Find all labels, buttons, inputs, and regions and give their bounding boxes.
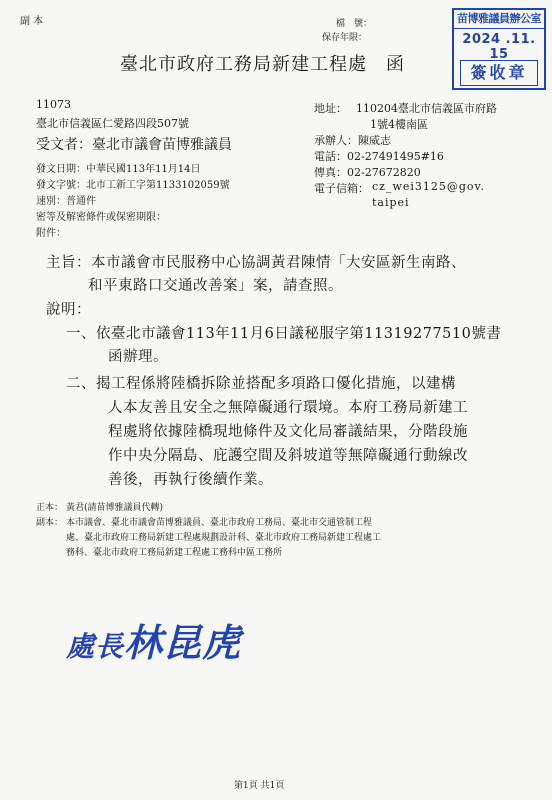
contact-person: 承辦人：陳威志 (314, 134, 391, 147)
document-number: 發文字號：北市工新工字第1133102059號 (36, 180, 230, 191)
subject-line2: 和平東路口交通改善案」案，請查照。 (88, 278, 343, 294)
retention-label: 保存年限： (322, 33, 368, 43)
explanation-item2-line1: 二、揭工程係將陸橋拆除並搭配多項路口優化措施，以建構 (66, 376, 456, 392)
explanation-item2-line5: 善後，再執行後續作業。 (108, 472, 273, 488)
postal-code: 11073 (36, 98, 71, 111)
copy-recipients-line2: 處、臺北市政府工務局新建工程處規劃設計科、臺北市政府工務局新建工程處工 (66, 533, 382, 543)
delivery-speed: 速別：普通件 (36, 196, 96, 207)
director-signature (66, 612, 241, 667)
explanation-item1-line1: 一、依臺北市議會113年11月6日議秘服字第11319277510號書 (66, 326, 502, 342)
fax-number: 傳真：02-27672820 (314, 166, 421, 179)
sender-address-line1: 110204臺北市信義區市府路 (356, 102, 497, 115)
signature-name: 林昆虎 (124, 620, 242, 665)
copy-recipients-line1: 本市議會、臺北市議會苗博雅議員、臺北市政府工務局、臺北市交通管制工程 (66, 518, 373, 528)
sender-address-line2: 1號4樓南區 (370, 118, 428, 131)
explanation-item1-line2: 函辦理。 (108, 349, 168, 365)
original-recipient: 黃君(請苗博雅議員代轉) (66, 503, 164, 513)
stamp-date: 2024 .11. 15 (462, 32, 536, 62)
email-label: 電子信箱： (314, 182, 369, 195)
page-number: 第1頁 共1頁 (234, 781, 285, 791)
original-label: 正本： (36, 503, 64, 513)
document-title: 臺北市政府工務局新建工程處 函 (120, 54, 405, 75)
email-line2: taipei (372, 196, 410, 209)
phone-number: 電話：02-27491495#16 (314, 150, 444, 163)
classification: 密等及解密條件或保密期限： (36, 212, 166, 223)
stamp-office: 苗博雅議員辦公室 (454, 10, 544, 29)
issue-date: 發文日期：中華民國113年11月14日 (36, 164, 201, 175)
email-line1: cz_wei3125@gov. (372, 180, 485, 193)
file-number-label: 檔 號： (336, 19, 373, 29)
explanation-item2-line3: 程處將依據陸橋現地條件及文化局審議結果，分階段施 (108, 424, 468, 440)
copy-recipients-line3: 務科、臺北市政府工務局新建工程處工務科中區工務所 (66, 548, 283, 558)
explanation-label: 說明： (46, 302, 91, 318)
explanation-item2-line4: 作中央分隔島、庇護空間及斜坡道等無障礙通行動線改 (108, 448, 468, 464)
signature-title: 處長 (66, 630, 125, 663)
addressee: 受文者：臺北市議會苗博雅議員 (36, 137, 232, 153)
subject-line1: 主旨：本市議會市民服務中心協調黃君陳情「大安區新生南路、 (46, 255, 466, 271)
explanation-item2-line2: 人本友善且安全之無障礙通行環境。本府工務局新建工 (108, 400, 468, 416)
copy-mark: 副 本 (20, 16, 44, 27)
recipient-address: 臺北市信義區仁愛路四段507號 (36, 117, 189, 130)
stamp-received: 簽收章 (460, 60, 538, 86)
attachments: 附件： (36, 228, 66, 239)
receipt-stamp (452, 8, 546, 90)
sender-address-label: 地址： (314, 102, 347, 115)
copy-label: 副本： (36, 518, 64, 528)
